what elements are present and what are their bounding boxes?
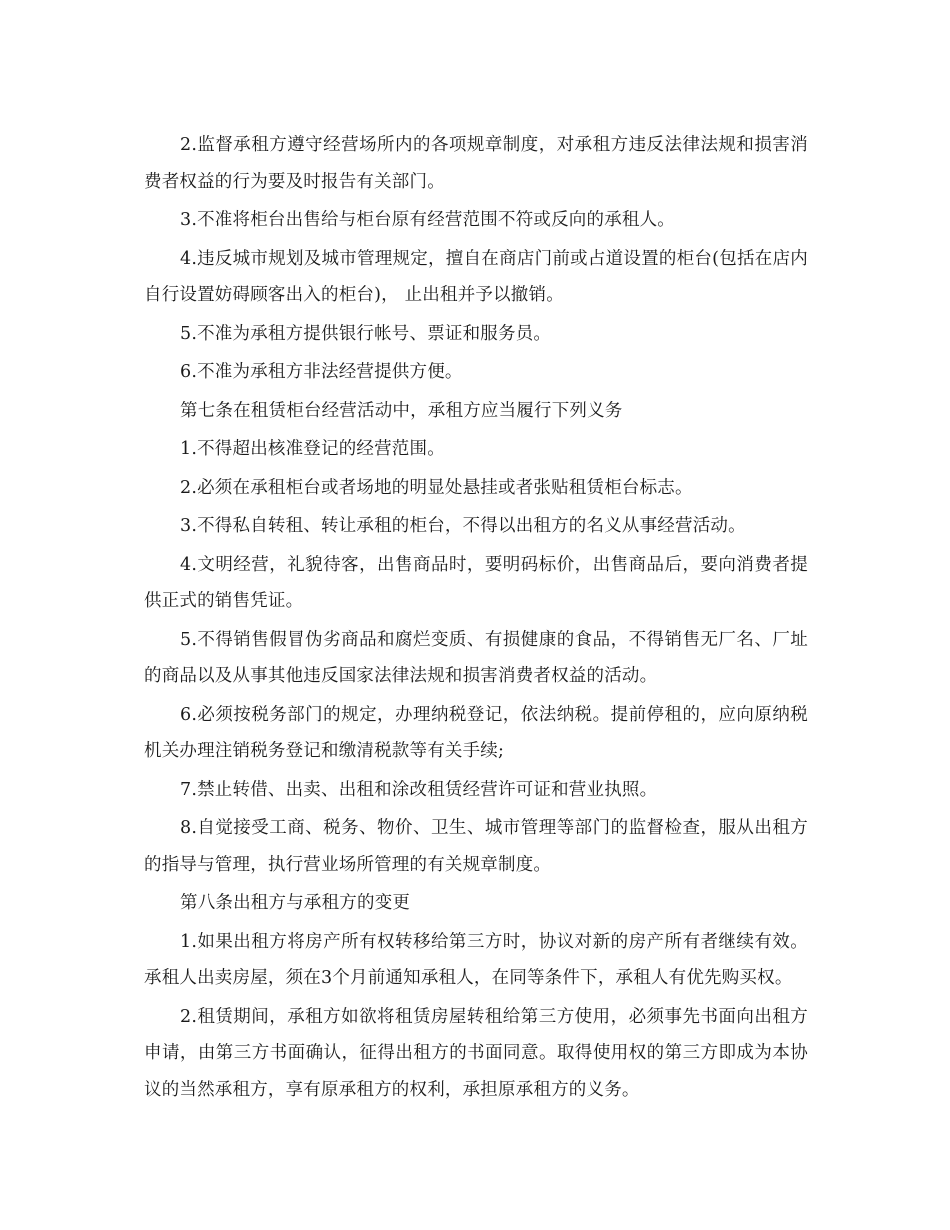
paragraph: 6.必须按税务部门的规定，办理纳税登记，依法纳税。提前停租的，应向原纳税机关办理注销税务登记和缴清税款等有关手续; xyxy=(144,704,808,761)
section-heading: 第八条出租方与承租方的变更 xyxy=(180,893,411,913)
document-body xyxy=(144,127,808,1110)
paragraph: 6.不准为承租方非法经营提供方便。 xyxy=(180,362,463,382)
paragraph: 5.不准为承租方提供银行帐号、票证和服务员。 xyxy=(180,323,552,344)
paragraph: 2.租赁期间，承租方如欲将租赁房屋转租给第三方使用，必须事先书面向出租方申请，由第三方书面确认，征得出租方的书面同意。取得使用权的第三方即成为本协议的当然承租方，享有原承租方的权利，承担原承租方的义务。 xyxy=(144,1006,808,1100)
paragraph: 3.不得私自转租、转让承租的柜台，不得以出租方的名义从事经营活动。 xyxy=(180,516,746,536)
paragraph: 7.禁止转借、出卖、出租和涂改租赁经营许可证和营业执照。 xyxy=(180,779,658,800)
paragraph: 4.违反城市规划及城市管理规定，擅自在商店门前或占道设置的柜台(包括在店内自行设置妨碍顾客出入的柜台)， 止出租并予以撤销。 xyxy=(144,248,808,305)
section-heading: 第七条在租赁柜台经营活动中，承租方应当履行下列义务 xyxy=(180,400,623,421)
paragraph: 1.不得超出核准登记的经营范围。 xyxy=(180,439,445,459)
paragraph: 8.自觉接受工商、税务、物价、卫生、城市管理等部门的监督检查，服从出租方的指导与管理，执行营业场所管理的有关规章制度。 xyxy=(144,818,808,875)
paragraph: 2.监督承租方遵守经营场所内的各项规章制度，对承租方违反法律法规和损害消费者权益的行为要及时报告有关部门。 xyxy=(144,135,808,192)
paragraph: 2.必须在承租柜台或者场地的明显处悬挂或者张贴租赁柜台标志。 xyxy=(180,477,693,498)
paragraph: 5.不得销售假冒伪劣商品和腐烂变质、有损健康的食品，不得销售无厂名、厂址的商品以及从事其他违反国家法律法规和损害消费者权益的活动。 xyxy=(144,629,808,686)
paragraph: 4.文明经营，礼貌待客，出售商品时，要明码标价，出售商品后，要向消费者提供正式的销售凭证。 xyxy=(144,554,808,611)
paragraph: 1.如果出租方将房产所有权转移给第三方时，协议对新的房产所有者继续有效。承租人出卖房屋，须在3个月前通知承租人，在同等条件下，承租人有优先购买权。 xyxy=(144,931,808,988)
paragraph: 3.不准将柜台出售给与柜台原有经营范围不符或反向的承租人。 xyxy=(180,210,675,230)
